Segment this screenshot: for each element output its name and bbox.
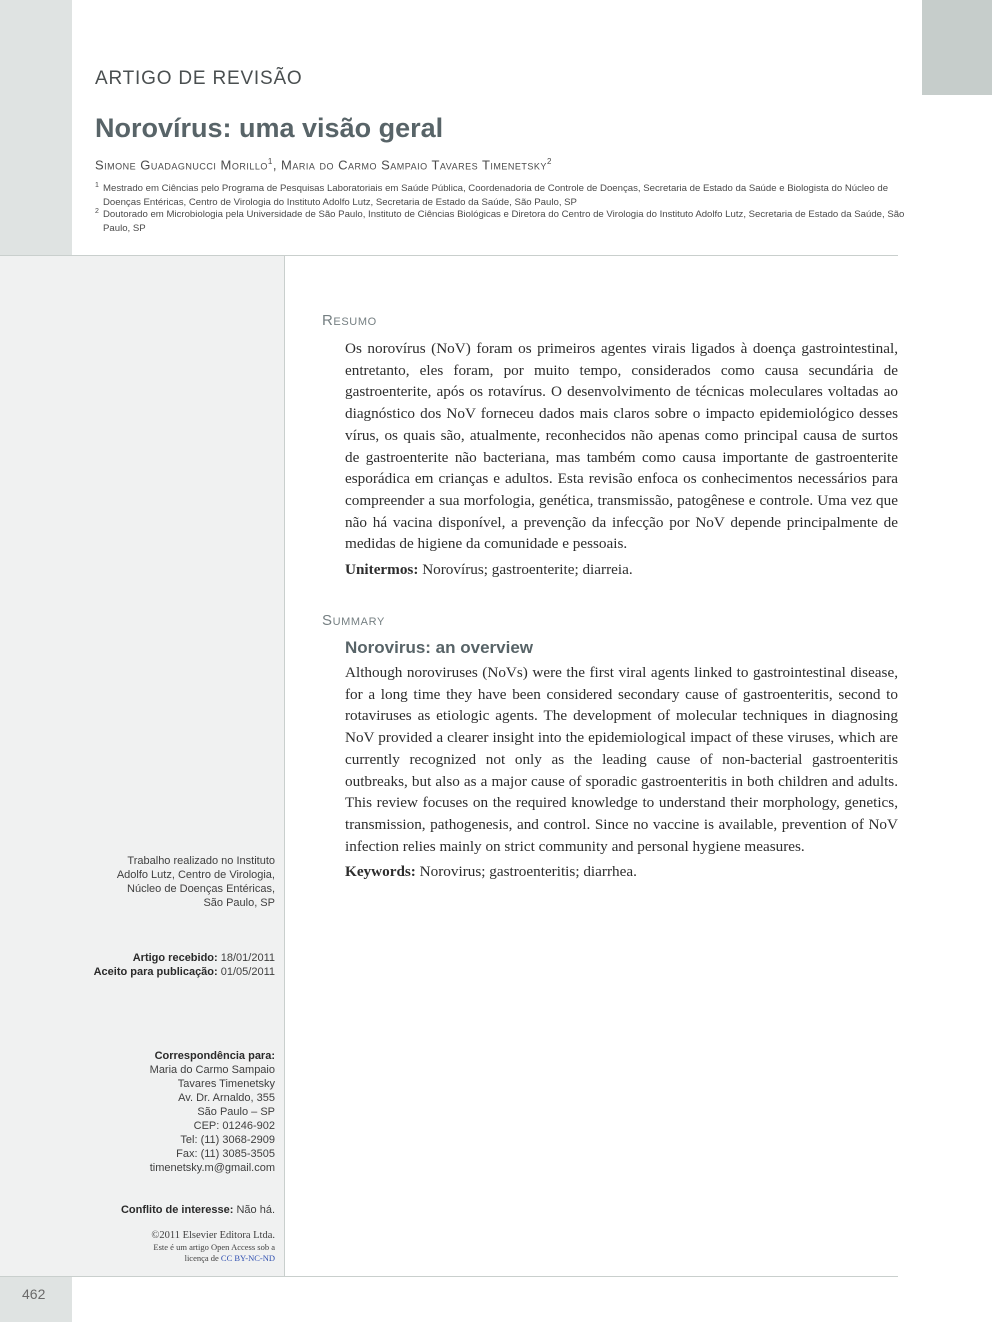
author-separator: , xyxy=(272,157,282,173)
institution-line: Núcleo de Doenças Entéricas, xyxy=(127,883,275,895)
affiliation-sup: 1 xyxy=(95,182,99,189)
affiliation-text: Mestrado em Ciências pelo Programa de Pesquisas Laboratoriais em Saúde Pública, Coordenadoria de Controle de Doenças, Secretaria de Estado da Saúde e Biologista do Núcleo de Doenças Entéricas, Centro de Virologia do Instituto Adolfo Lutz, Secretaria de Estado da Saúde, São Paulo, SP xyxy=(103,183,889,208)
keywords-label: Unitermos: xyxy=(345,561,419,578)
article-dates xyxy=(94,951,275,979)
license-link[interactable]: CC BY-NC-ND xyxy=(220,1253,275,1263)
keywords-label: Keywords: xyxy=(345,863,416,880)
license-line-2 xyxy=(151,1253,275,1264)
copyright-text: ©2011 Elsevier Editora Ltda. xyxy=(151,1230,275,1241)
accepted-line xyxy=(94,965,275,979)
footer-divider xyxy=(0,1276,898,1277)
copyright-block xyxy=(151,1229,275,1264)
correspondence-line: Av. Dr. Arnaldo, 355 xyxy=(178,1092,275,1104)
keywords-value: Norovírus; gastroenterite; diarreia. xyxy=(422,561,633,578)
correspondence-email[interactable]: timenetsky.m@gmail.com xyxy=(149,1162,275,1174)
article-title: Norovírus: uma visão geral xyxy=(95,113,444,143)
license-line: Este é um artigo Open Access sob a xyxy=(153,1242,275,1252)
author-sup: 1 xyxy=(267,157,273,166)
resumo-keywords xyxy=(345,561,898,579)
section-label: ARTIGO DE REVISÃO xyxy=(95,68,303,89)
summary-keywords xyxy=(345,863,898,881)
summary-text: Although noroviruses (NoVs) were the first viral agents linked to gastrointestinal disease, for a long time they have been considered secondary cause of gastroenteritis, second to rotaviruses as etiologic agents. The development of molecular techniques in diagnosing NoV provided a clearer insight into the epidemiological impact of these viruses, which are currently recognized not only as the leading cause of non-bacterial gastroenteritis outbreaks, but also as a major cause of sporadic gastroenteritis in both children and adults. This review focuses on the required knowledge to understand their morphology, genetics, transmission, pathogenesis, and control. Since no vaccine is available, prevention of NoV infection relies mainly on strict community and personal hygiene measures. xyxy=(345,664,898,855)
institution-line: São Paulo, SP xyxy=(203,897,275,909)
license-prefix: licença de xyxy=(184,1253,219,1263)
author-sup: 2 xyxy=(546,157,552,166)
correspondence-line: Maria do Carmo Sampaio xyxy=(149,1064,275,1076)
affiliation-1 xyxy=(95,182,908,209)
summary-heading: Summary xyxy=(322,612,385,629)
header-divider xyxy=(0,255,898,256)
sidebar-divider xyxy=(284,256,285,1276)
accepted-date: 01/05/2011 xyxy=(220,966,275,978)
received-line xyxy=(94,951,275,965)
page-number: 462 xyxy=(22,1286,46,1302)
correspondence-line: Tavares Timenetsky xyxy=(177,1078,275,1090)
affiliation-2 xyxy=(95,208,908,235)
accepted-label: Aceito para publicação: xyxy=(93,966,218,978)
received-date: 18/01/2011 xyxy=(220,952,275,964)
top-right-tab xyxy=(922,0,992,95)
institution-line: Trabalho realizado no Instituto xyxy=(127,855,275,867)
affiliation-text: Doutorado em Microbiologia pela Universidade de São Paulo, Instituto de Ciências Biológicas e Diretora do Centro de Virologia do Instituto Adolfo Lutz, Secretaria de Estado da Saúde, São Paulo, SP xyxy=(103,209,905,234)
resumo-text: Os norovírus (NoV) foram os primeiros agentes virais ligados à doença gastrointestinal, entretanto, eles foram, por muito tempo, considerados como causa secundária de gastroenterite, após os rotavírus. O desenvolvimento de técnicas moleculares voltadas ao diagnóstico dos NoV forneceu dados mais claros sobre o impacto epidemiológico desses vírus, os quais são, atualmente, reconhecidos não apenas como principal causa de surtos de gastroenterite não bacteriana, mas também como causa importante de gastroenterite esporádica em crianças e adultos. Esta revisão enfoca os conhecimentos necessários para compreender a sua morfologia, genética, transmissão, patogênese e controle. Uma vez que não há vacina disponível, a prevenção da infecção por NoV depende principalmente de medidas de higiene da comunidade e pessoais. xyxy=(345,340,898,553)
affiliation-sup: 2 xyxy=(95,208,99,215)
correspondence-line: São Paulo – SP xyxy=(197,1106,275,1118)
conflict-of-interest xyxy=(121,1203,275,1217)
author-name: Simone Guadagnucci Morillo xyxy=(95,157,268,173)
correspondence-line: CEP: 01246-902 xyxy=(193,1120,275,1132)
keywords-value: Norovirus; gastroenteritis; diarrhea. xyxy=(419,863,637,880)
institution-note xyxy=(117,854,275,910)
correspondence-line: Fax: (11) 3085-3505 xyxy=(176,1148,275,1160)
conflict-value: Não há. xyxy=(236,1204,275,1216)
author-name: Maria do Carmo Sampaio Tavares Timenetsky xyxy=(281,157,547,173)
summary-title: Norovirus: an overview xyxy=(345,638,534,657)
received-label: Artigo recebido: xyxy=(132,952,218,964)
correspondence-label: Correspondência para: xyxy=(154,1050,275,1062)
institution-line: Adolfo Lutz, Centro de Virologia, xyxy=(116,869,275,881)
conflict-label: Conflito de interesse: xyxy=(120,1204,234,1216)
resumo-heading: Resumo xyxy=(322,312,377,329)
correspondence-block xyxy=(150,1049,275,1175)
correspondence-line: Tel: (11) 3068-2909 xyxy=(180,1134,275,1146)
author-list xyxy=(95,157,552,172)
